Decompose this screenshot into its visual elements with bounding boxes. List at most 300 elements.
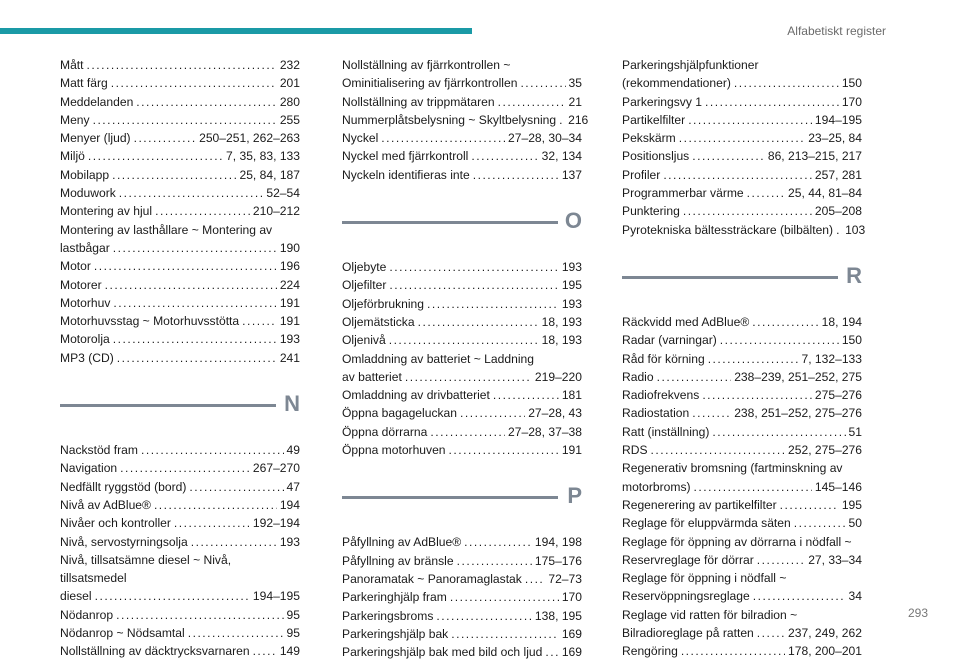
dot-leader (155, 202, 250, 220)
index-entry (342, 93, 582, 111)
index-entry (342, 533, 582, 551)
dot-leader (545, 643, 558, 661)
index-entry-pages: 7, 35, 83, 133 (226, 149, 300, 164)
index-entry-row (622, 166, 862, 184)
index-entry-pages: 193 (561, 296, 582, 311)
dot-leader (116, 606, 283, 624)
dot-leader (720, 331, 839, 349)
index-entry-row (60, 166, 300, 184)
index-entry-term: Räckvidd med AdBlue® (622, 314, 750, 329)
index-entry (622, 202, 862, 220)
index-entry (60, 533, 300, 551)
index-entry-row (60, 330, 300, 348)
dot-leader (702, 386, 812, 404)
index-entry-term: Parkeringsvy 1 (622, 94, 702, 109)
index-entry-pages: 195 (561, 278, 582, 293)
index-entry-term-line: Nollställning av fjärrkontrollen ~ (342, 58, 511, 72)
index-entry (342, 331, 582, 349)
index-entry-term: Radiostation (622, 406, 690, 421)
index-entry (622, 184, 862, 202)
index-entry-pages: 193 (279, 332, 300, 347)
index-entry-row (342, 129, 582, 147)
index-entry-term: Omladdning av drivbatteriet (342, 388, 490, 403)
index-entry-row (342, 404, 582, 422)
index-entry-row (342, 276, 582, 294)
index-entry-pages: 194, 198 (534, 535, 582, 550)
index-entry-pages: 170 (841, 94, 862, 109)
index-entry-pages: 192–194 (252, 516, 300, 531)
index-entry (622, 423, 862, 441)
index-entry (622, 404, 862, 422)
index-entry (342, 441, 582, 459)
dot-leader (471, 147, 538, 165)
index-entry-term-line: Reglage för öppning i nödfall ~ (622, 571, 787, 586)
index-entry-pages: 175–176 (534, 553, 582, 568)
index-entry-row (60, 478, 300, 496)
index-entry-pages: 238, 251–252, 275–276 (734, 406, 862, 421)
page-header-title: Alfabetiskt register (787, 24, 886, 38)
dot-leader (450, 588, 559, 606)
index-entry-term: Nedfällt ryggstöd (bord) (60, 479, 187, 494)
index-entry (60, 459, 300, 477)
index-entry (60, 349, 300, 367)
header-accent-bar (0, 28, 472, 34)
dot-leader (191, 533, 277, 551)
index-entry-pages: 205–208 (814, 204, 862, 219)
index-entry-term: Nivåer och kontroller (60, 516, 171, 531)
index-entry-term: Nivå av AdBlue® (60, 497, 151, 512)
dot-leader (189, 478, 283, 496)
index-entry-term: Menyer (ljud) (60, 131, 131, 146)
index-entry-pages: 32, 134 (541, 149, 582, 164)
index-entry-term: Moduwork (60, 186, 116, 201)
index-entry-row (60, 93, 300, 111)
index-entry-term: Meny (60, 112, 90, 127)
index-entry (60, 56, 300, 74)
index-entry-term: Positionsljus (622, 149, 690, 164)
index-entry (622, 166, 862, 184)
index-entry (342, 258, 582, 276)
dot-leader (95, 587, 250, 605)
index-entry-term: Motorer (60, 277, 102, 292)
index-entry-row (622, 514, 862, 532)
dot-leader (681, 642, 785, 660)
index-entry-row (342, 441, 582, 459)
dot-leader (119, 184, 264, 202)
index-entry-row (342, 111, 589, 129)
dot-leader (418, 313, 539, 331)
index-entry (342, 350, 582, 387)
index-entry-row (342, 313, 582, 331)
index-entry-row (342, 625, 582, 643)
index-entry-pages: 95 (286, 607, 300, 622)
index-entry-term: Mobilapp (60, 167, 110, 182)
index-entry-term: Rengöring (622, 644, 678, 659)
index-entry (60, 74, 300, 92)
index-entry-pages: 194–195 (814, 112, 862, 127)
index-entry (342, 588, 582, 606)
dot-leader (105, 276, 277, 294)
dot-leader (663, 166, 812, 184)
index-entry (60, 129, 300, 147)
index-entry-term: Öppna bagageluckan (342, 406, 457, 421)
dot-leader (498, 93, 566, 111)
index-entry-term: Pyrotekniska bältessträckare (bilbälten) (622, 222, 834, 237)
index-entry-term: Påfyllning av bränsle (342, 553, 454, 568)
index-entry (60, 257, 300, 275)
index-entry (622, 350, 862, 368)
index-entry-row (622, 147, 862, 165)
index-entry-pages: 169 (561, 645, 582, 660)
index-entry-row (622, 496, 862, 514)
index-entry-row (622, 93, 862, 111)
index-entry (60, 184, 300, 202)
index-entry-pages: 201 (279, 76, 300, 91)
index-entry-pages: 27–28, 30–34 (508, 131, 582, 146)
index-entry-term: Programmerbar värme (622, 186, 744, 201)
index-entry (342, 607, 582, 625)
dot-leader (692, 147, 765, 165)
index-entry-row (342, 74, 582, 92)
index-entry-row (60, 202, 300, 220)
dot-leader (753, 587, 846, 605)
index-entry-term: Motorhuv (60, 295, 111, 310)
index-entry-pages: 237, 249, 262 (788, 626, 862, 641)
index-entry-pages: 190 (279, 240, 300, 255)
index-entry (622, 368, 862, 386)
dot-leader (451, 625, 559, 643)
dot-leader (692, 404, 731, 422)
index-entry (60, 111, 300, 129)
index-entry-row (342, 588, 582, 606)
dot-leader (752, 313, 818, 331)
dot-leader (688, 111, 812, 129)
index-column-1 (60, 56, 300, 661)
index-entry (342, 643, 582, 661)
index-entry-pages: 50 (848, 516, 862, 531)
index-entry-pages: 35 (568, 76, 582, 91)
index-entry (60, 221, 300, 258)
index-entry-pages: 18, 194 (821, 314, 862, 329)
index-entry-pages: 275–276 (814, 388, 862, 403)
index-entry-pages: 196 (279, 259, 300, 274)
index-entry (622, 331, 862, 349)
dot-leader (460, 404, 525, 422)
dot-leader (493, 386, 559, 404)
section-divider (60, 404, 276, 407)
index-entry-row (342, 643, 582, 661)
index-entry-term: Reservreglage för dörrar (622, 552, 754, 567)
dot-leader (427, 295, 559, 313)
index-entry (622, 386, 862, 404)
dot-leader (111, 74, 277, 92)
index-entry-term: Motorhuvsstag ~ Motorhuvsstötta (60, 314, 240, 329)
dot-leader (473, 166, 559, 184)
dot-leader (525, 570, 546, 588)
index-entry-row (342, 570, 582, 588)
index-entry-row (60, 312, 300, 330)
index-entry-term: Nollställning av däcktrycksvarnaren (60, 644, 250, 659)
dot-leader (112, 166, 236, 184)
index-entry-row (342, 552, 582, 570)
index-entry-row (622, 368, 862, 386)
index-entry-pages: 27–28, 43 (528, 406, 582, 421)
dot-leader (559, 111, 565, 129)
index-entry (342, 570, 582, 588)
dot-leader (747, 184, 785, 202)
index-entry (342, 166, 582, 184)
index-entry-pages: 150 (841, 76, 862, 91)
index-entry-row (60, 56, 300, 74)
dot-leader (683, 202, 812, 220)
index-entry-pages: 169 (561, 626, 582, 641)
index-entry (60, 202, 300, 220)
index-entry (342, 147, 582, 165)
dot-leader (389, 258, 558, 276)
index-entry (622, 221, 866, 239)
index-entry-term: Partikelfilter (622, 112, 686, 127)
index-entry-term: Nivå, servostyrningsolja (60, 534, 188, 549)
dot-leader (134, 129, 197, 147)
index-entry (622, 313, 862, 331)
index-entry-term: (rekommendationer) (622, 76, 731, 91)
index-entry-pages: 86, 213–215, 217 (767, 149, 862, 164)
index-entry-pages: 18, 193 (541, 333, 582, 348)
section-divider (342, 496, 558, 499)
index-entry-term: Matt färg (60, 76, 108, 91)
dot-leader (120, 459, 250, 477)
index-entry-term: Öppna motorhuven (342, 443, 446, 458)
index-entry-term: MP3 (CD) (60, 350, 114, 365)
index-entry (342, 129, 582, 147)
index-entry-row (342, 423, 582, 441)
index-entry (60, 93, 300, 111)
index-entry-pages: 145–146 (814, 479, 862, 494)
index-entry (60, 551, 300, 606)
dot-leader (113, 294, 276, 312)
index-entry (622, 569, 862, 606)
index-entry-pages: 210–212 (252, 204, 300, 219)
index-entry (342, 295, 582, 313)
index-entry-term-line: Montering av lasthållare ~ Montering av (60, 222, 273, 237)
index-entry (622, 642, 862, 660)
index-entry-term: Parkeringsbroms (342, 608, 434, 623)
index-entry-term: Oljeförbrukning (342, 296, 425, 311)
index-entry-row (342, 93, 582, 111)
dot-leader (94, 257, 277, 275)
dot-leader (253, 642, 277, 660)
index-entry-row (60, 514, 300, 532)
index-entry-row (622, 478, 862, 496)
index-entry-row (342, 258, 582, 276)
dot-leader (113, 239, 277, 257)
dot-leader (705, 93, 839, 111)
index-entry-row (342, 295, 582, 313)
index-entry-term: Parkeringhjälp fram (342, 590, 447, 605)
index-entry-row (60, 239, 300, 257)
index-entry-row (622, 441, 862, 459)
index-entry-row (60, 74, 300, 92)
section-letter: N (284, 391, 300, 417)
index-entry-pages: 47 (286, 479, 300, 494)
index-entry-pages: 7, 132–133 (801, 351, 862, 366)
index-entry-pages: 191 (279, 295, 300, 310)
index-entry (342, 111, 589, 129)
index-entry-pages: 27–28, 37–38 (508, 424, 582, 439)
index-entry-pages: 252, 275–276 (788, 443, 862, 458)
index-entry-pages: 25, 84, 187 (239, 167, 300, 182)
index-entry-term: av batteriet (342, 369, 402, 384)
index-entry-term-line: Omladdning av batteriet ~ Laddning (342, 351, 534, 366)
index-entry (342, 552, 582, 570)
index-entry-pages: 194 (279, 497, 300, 512)
index-entry-row (60, 459, 300, 477)
section-header (342, 483, 582, 527)
index-entry-term: Nyckeln identifieras inte (342, 167, 470, 182)
index-column-3 (622, 56, 866, 661)
index-entry-term: Meddelanden (60, 94, 134, 109)
index-entry-term: Råd för körning (622, 351, 705, 366)
index-entry-pages: 149 (279, 644, 300, 659)
section-letter: P (567, 483, 582, 509)
index-entry (60, 166, 300, 184)
index-entry-row (622, 74, 862, 92)
index-entry-row (622, 221, 866, 239)
index-entry-pages: 52–54 (266, 186, 300, 201)
index-entry-row (60, 276, 300, 294)
index-entry-row (60, 349, 300, 367)
index-entry-row (342, 331, 582, 349)
index-entry (342, 404, 582, 422)
dot-leader (464, 533, 532, 551)
index-entry-row (622, 587, 862, 605)
index-entry (60, 441, 300, 459)
index-entry-pages: 23–25, 84 (808, 131, 862, 146)
dot-leader (679, 129, 805, 147)
index-entry-row (622, 642, 862, 660)
index-entry-term: Parkeringshjälp bak (342, 626, 449, 641)
index-entry-term-line: Regenerativ bromsning (fartminskning av (622, 461, 843, 476)
index-entry-pages: 150 (841, 333, 862, 348)
dot-leader (520, 74, 565, 92)
index-entry-term: Bilradioreglage på ratten (622, 626, 754, 641)
index-entry (622, 606, 862, 643)
index-entry-pages: 137 (561, 167, 582, 182)
index-entry-term: Påfyllning av AdBlue® (342, 535, 462, 550)
index-entry (60, 514, 300, 532)
index-entry-term: Nummerplåtsbelysning ~ Skyltbelysning (342, 112, 557, 127)
dot-leader (154, 496, 277, 514)
index-entry-row (60, 129, 300, 147)
dot-leader (734, 74, 839, 92)
section-letter: O (564, 208, 582, 234)
index-entry-term: Oljemätsticka (342, 314, 415, 329)
index-entry-pages: 257, 281 (814, 167, 862, 182)
index-entry-pages: 224 (279, 277, 300, 292)
index-entry (622, 496, 862, 514)
index-entry (60, 478, 300, 496)
index-entry-row (60, 111, 300, 129)
index-entry-term-line: Nivå, tillsatsämne diesel ~ Nivå, tillsatsmedel (60, 552, 232, 586)
index-entry (60, 606, 300, 624)
index-entry (622, 441, 862, 459)
index-entry-term: Motorolja (60, 332, 110, 347)
index-entry-pages: 219–220 (534, 369, 582, 384)
dot-leader (430, 423, 505, 441)
index-entry-term: Nödanrop (60, 607, 114, 622)
index-entry-row (622, 313, 862, 331)
index-entry (622, 129, 862, 147)
dot-leader (117, 349, 277, 367)
index-entry-row (622, 331, 862, 349)
dot-leader (712, 423, 845, 441)
index-entry-term: Nackstöd fram (60, 443, 138, 458)
index-entry-term: Navigation (60, 461, 118, 476)
index-entry (622, 56, 862, 93)
index-entry (342, 313, 582, 331)
dot-leader (694, 478, 812, 496)
dot-leader (657, 368, 732, 386)
dot-leader (141, 441, 284, 459)
index-entry-pages: 250–251, 262–263 (199, 131, 300, 146)
index-entry (342, 56, 582, 93)
dot-leader (836, 221, 842, 239)
index-entry-term: motorbroms) (622, 479, 691, 494)
index-entry-pages: 25, 44, 81–84 (788, 186, 862, 201)
index-entry-pages: 216 (568, 112, 589, 127)
index-entry-term: Radiofrekvens (622, 388, 700, 403)
index-entry-row (342, 166, 582, 184)
index-entry (60, 496, 300, 514)
index-entry-term: Miljö (60, 149, 85, 164)
index-entry (342, 625, 582, 643)
index-entry-row (622, 202, 862, 220)
dot-leader (457, 552, 532, 570)
index-entry-row (342, 147, 582, 165)
index-entry-row (622, 404, 862, 422)
dot-leader (449, 441, 559, 459)
index-entry-row (60, 147, 300, 165)
index-entry-term: Radio (622, 369, 654, 384)
dot-leader (381, 129, 505, 147)
index-entry (342, 276, 582, 294)
index-entry-row (622, 350, 862, 368)
index-entry-pages: 21 (568, 94, 582, 109)
index-entry-term: Regenerering av partikelfilter (622, 497, 777, 512)
dot-leader (405, 368, 532, 386)
index-entry-pages: 191 (279, 314, 300, 329)
index-entry-term: lastbågar (60, 240, 110, 255)
section-divider (622, 276, 838, 279)
dot-leader (242, 312, 277, 330)
index-entry-term: Reservöppningsreglage (622, 589, 750, 604)
index-entry-term: Pekskärm (622, 131, 676, 146)
dot-leader (174, 514, 250, 532)
index-entry-row (342, 368, 582, 386)
index-entry-pages: 18, 193 (541, 314, 582, 329)
page-number: 293 (907, 606, 928, 620)
index-entry-row (60, 606, 300, 624)
index-entry-term-line: Parkeringshjälpfunktioner (622, 58, 759, 72)
index-entry-row (342, 386, 582, 404)
index-entry-pages: 195 (841, 497, 862, 512)
index-entry-row (342, 607, 582, 625)
dot-leader (794, 514, 846, 532)
index-entry-row (622, 423, 862, 441)
index-entry-pages: 181 (561, 388, 582, 403)
index-entry-term: Ratt (inställning) (622, 424, 710, 439)
index-entry (60, 276, 300, 294)
